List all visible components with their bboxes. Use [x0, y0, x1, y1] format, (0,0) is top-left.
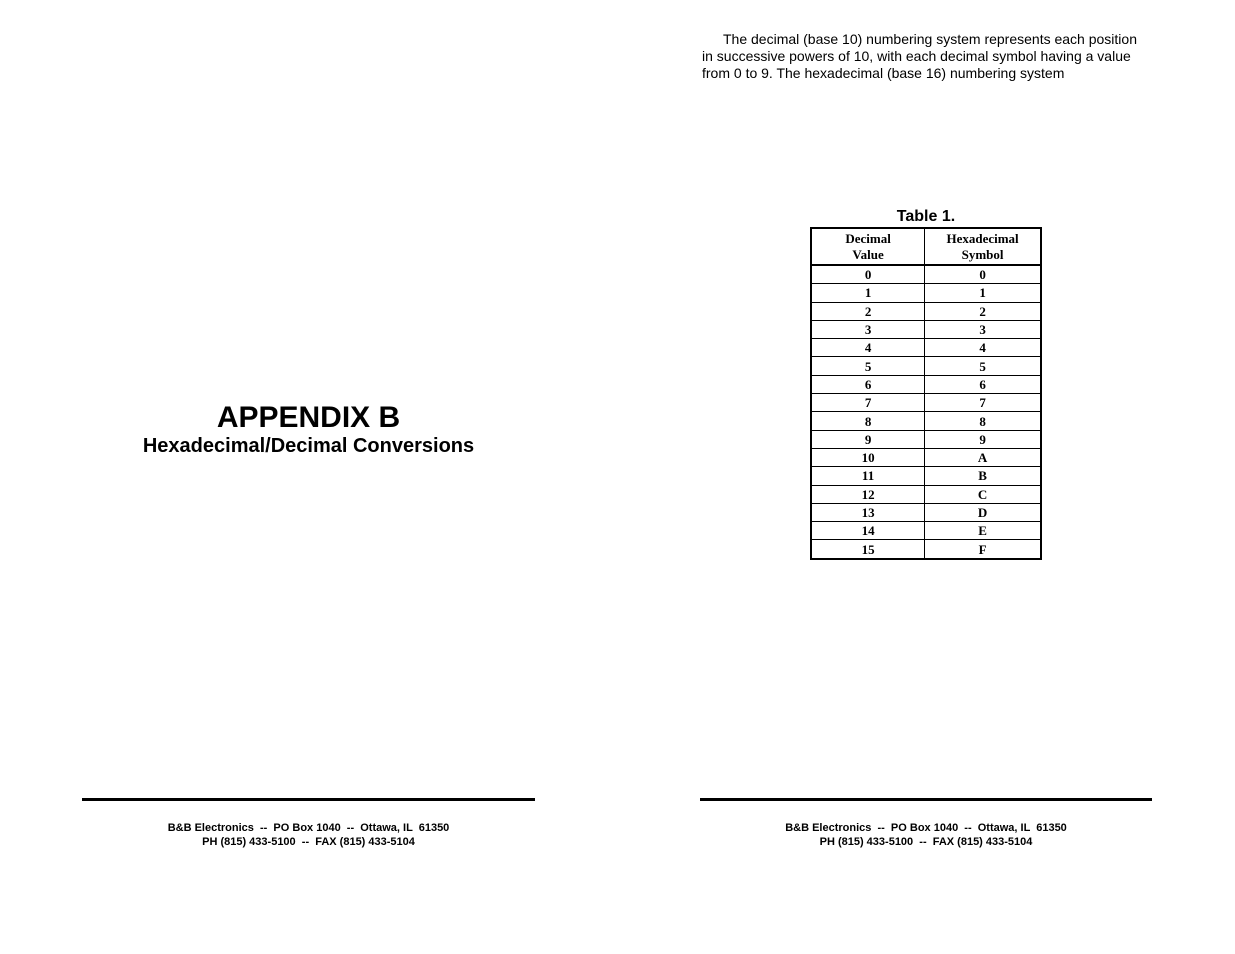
- page-footer: [82, 821, 535, 849]
- hex-cell: 1: [925, 284, 1041, 302]
- header-decimal-line2: Value: [852, 246, 884, 262]
- hex-cell: 7: [925, 394, 1041, 412]
- table-row: [811, 265, 1041, 284]
- table-row: [811, 339, 1041, 357]
- footer-address: B&B Electronics -- PO Box 1040 -- Ottawa, IL 61350: [785, 822, 1067, 834]
- table-row: [811, 375, 1041, 393]
- intro-paragraph: The decimal (base 10) numbering system represents each position in successive powers of 10, with each decimal symbol having a value from 0 to 9. The hexadecimal (base 16) numbering system: [702, 31, 1137, 81]
- hex-cell: B: [925, 467, 1041, 485]
- page-footer: [700, 821, 1152, 849]
- table-row: [811, 357, 1041, 375]
- decimal-cell: 1: [811, 284, 925, 302]
- hex-cell: A: [925, 448, 1041, 466]
- table-row: [811, 503, 1041, 521]
- hex-cell: 3: [925, 320, 1041, 338]
- table-row: [811, 448, 1041, 466]
- appendix-heading: [82, 400, 535, 458]
- hex-cell: 9: [925, 430, 1041, 448]
- decimal-cell: 4: [811, 339, 925, 357]
- hex-cell: 0: [925, 265, 1041, 284]
- conversion-table: [810, 227, 1042, 560]
- table-row: [811, 302, 1041, 320]
- header-hex-line1: Hexadecimal: [946, 230, 1019, 246]
- decimal-cell: 13: [811, 503, 925, 521]
- decimal-cell: 8: [811, 412, 925, 430]
- hex-cell: C: [925, 485, 1041, 503]
- table-caption: Table 1.: [896, 208, 956, 225]
- hex-cell: F: [925, 540, 1041, 559]
- hex-cell: 6: [925, 375, 1041, 393]
- table-header-row: [811, 228, 1041, 265]
- table-row: [811, 412, 1041, 430]
- appendix-title: APPENDIX B: [216, 401, 401, 434]
- table-row: [811, 467, 1041, 485]
- hex-cell: 2: [925, 302, 1041, 320]
- appendix-subtitle: Hexadecimal/Decimal Conversions: [142, 435, 475, 457]
- table-row: [811, 320, 1041, 338]
- decimal-cell: 10: [811, 448, 925, 466]
- hex-cell: E: [925, 522, 1041, 540]
- hex-cell: D: [925, 503, 1041, 521]
- decimal-cell: 12: [811, 485, 925, 503]
- decimal-cell: 15: [811, 540, 925, 559]
- hex-cell: 5: [925, 357, 1041, 375]
- decimal-cell: 14: [811, 522, 925, 540]
- right-page: [617, 0, 1235, 954]
- footer-divider: [700, 798, 1152, 801]
- header-decimal-value: [811, 228, 925, 265]
- left-page: [0, 0, 617, 954]
- header-decimal-line1: Decimal: [845, 230, 891, 246]
- table-row: [811, 284, 1041, 302]
- footer-address: B&B Electronics -- PO Box 1040 -- Ottawa, IL 61350: [167, 822, 450, 834]
- decimal-cell: 11: [811, 467, 925, 485]
- decimal-cell: 2: [811, 302, 925, 320]
- header-hexadecimal-symbol: [925, 228, 1041, 265]
- table-row: [811, 394, 1041, 412]
- header-hex-line2: Symbol: [961, 246, 1004, 262]
- hex-cell: 4: [925, 339, 1041, 357]
- decimal-cell: 6: [811, 375, 925, 393]
- hex-cell: 8: [925, 412, 1041, 430]
- footer-phone: PH (815) 433-5100 -- FAX (815) 433-5104: [202, 836, 415, 848]
- decimal-cell: 9: [811, 430, 925, 448]
- footer-divider: [82, 798, 535, 801]
- table-row: [811, 540, 1041, 559]
- footer-phone: PH (815) 433-5100 -- FAX (815) 433-5104: [819, 836, 1033, 848]
- decimal-cell: 5: [811, 357, 925, 375]
- decimal-cell: 3: [811, 320, 925, 338]
- decimal-cell: 7: [811, 394, 925, 412]
- table-row: [811, 485, 1041, 503]
- table-row: [811, 522, 1041, 540]
- decimal-cell: 0: [811, 265, 925, 284]
- table-row: [811, 430, 1041, 448]
